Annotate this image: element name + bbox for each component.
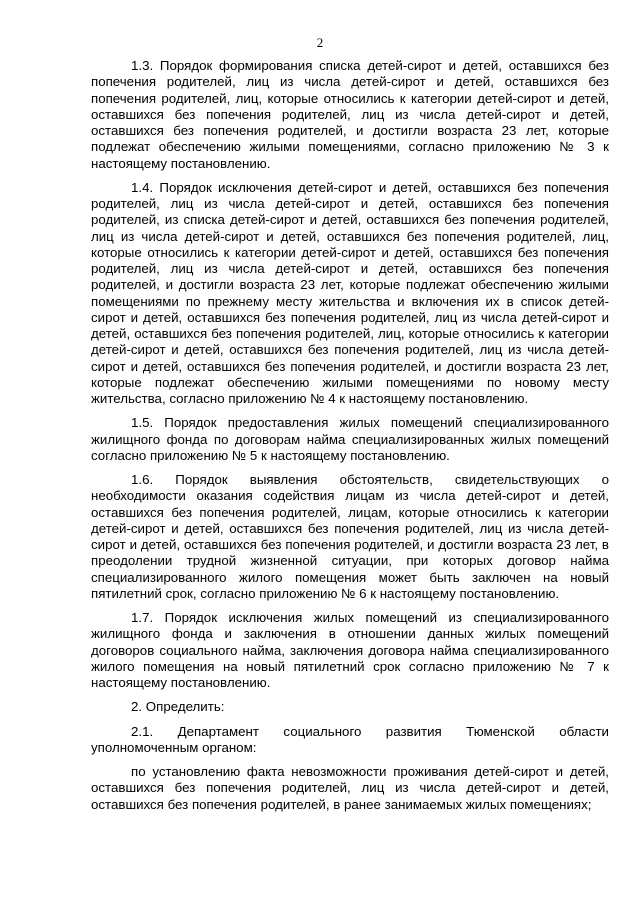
paragraph-1-4: 1.4. Порядок исключения детей-сирот и детей, оставшихся без попечения родителей, лиц из числа детей-сирот и детей, оставшихся без попечения родителей, из списка детей-сирот и детей, оставшихся без попечения родителей, лиц из числа детей-сирот и детей, оставшихся без попечения родителей, лиц, которые относились к категории детей-сирот и детей, оставшихся без попечения родителей, лиц из числа детей-сирот и детей, оставшихся без попечения родителей, и достигли возраста 23 лет, которые подлежат обеспечению жилыми помещениями по прежнему месту жительства и включения их в список детей-сирот и детей, оставшихся без попечения родителей, лиц из числа детей-сирот и детей, оставшихся без попечения родителей, лиц, которые относились к категории детей-сирот и детей, оставшихся без попечения родителей, лиц из числа детей-сирот и детей, оставшихся без попечения родителей, и достигли возраста 23 лет, которые подлежат обеспечению жилыми помещениями по новому месту жительства, согласно приложению № 4 к настоящему постановлению.: [91, 179, 609, 406]
paragraph-1-7: 1.7. Порядок исключения жилых помещений из специализированного жилищного фонда и заключения в отношении данных жилых помещений договоров социального найма, заключения договора найма специализированного жилого помещения на новый пятилетний срок согласно приложению № 7 к настоящему постановлению.: [91, 610, 609, 690]
page-number: 2: [316, 35, 324, 50]
paragraph-2: 2. Определить:: [131, 699, 225, 715]
paragraph-2-1-item: по установлению факта невозможности проживания детей-сирот и детей, оставшихся без попечения родителей, лиц из числа детей-сирот и детей, оставшихся без попечения родителей, в ранее занимаемых жилых помещениях;: [91, 764, 609, 812]
paragraph-1-5: 1.5. Порядок предоставления жилых помещений специализированного жилищного фонда по договорам найма специализированных жилых помещений согласно приложению № 5 к настоящему постановлению.: [91, 415, 609, 463]
paragraph-2-1: 2.1. Департамент социального развития Тюменской области уполномоченным органом:: [91, 723, 609, 755]
paragraph-1-3: 1.3. Порядок формирования списка детей-сирот и детей, оставшихся без попечения родителей, лиц из числа детей-сирот и детей, оставшихся без попечения родителей, лиц, которые относились к категории детей-сирот и детей, оставшихся без попечения родителей, лиц из числа детей-сирот и детей, оставшихся без попечения родителей, и достигли возраста 23 лет, которые подлежат обеспечению жилыми помещениями, согласно приложению № 3 к настоящему постановлению.: [91, 58, 609, 171]
document-body: [91, 58, 609, 821]
paragraph-1-6: 1.6. Порядок выявления обстоятельств, свидетельствующих о необходимости оказания содействия лицам из числа детей-сирот и детей, оставшихся без попечения родителей, лицам, которые относились к категории детей-сирот и детей, оставшихся без попечения родителей, лиц из числа детей-сирот и детей, оставшихся без попечения родителей, и достигли возраста 23 лет, в преодолении трудной жизненной ситуации, при которых договор найма специализированного жилого помещения может быть заключен на новый пятилетний срок, согласно приложению № 6 к настоящему постановлению.: [91, 472, 609, 601]
